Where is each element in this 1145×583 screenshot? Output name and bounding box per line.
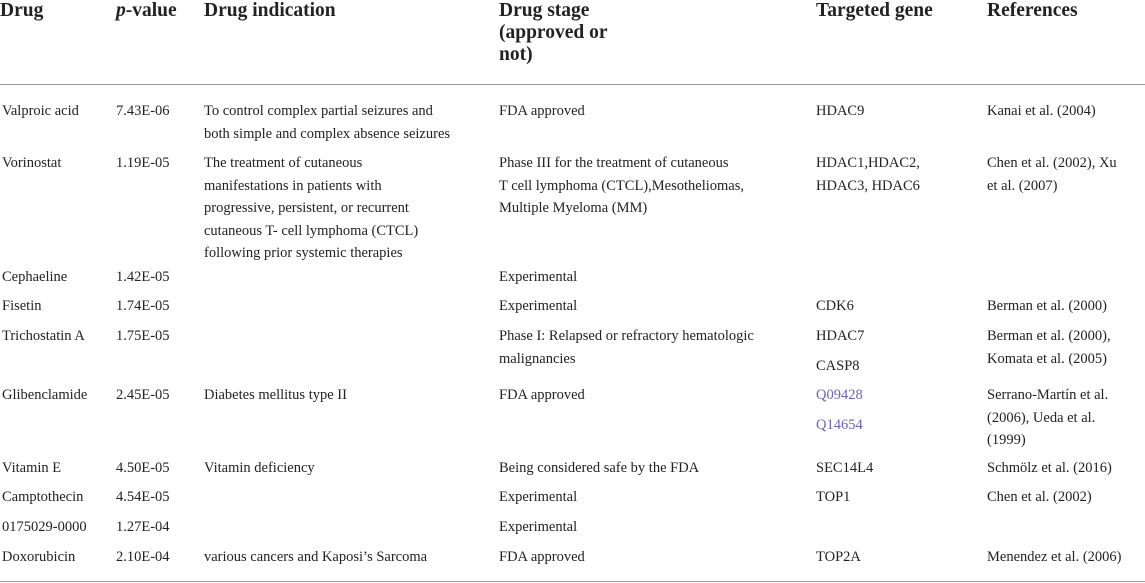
targeted-gene-cell: CDK6	[816, 298, 854, 314]
targeted-gene-cell: CASP8	[816, 358, 860, 374]
targeted-gene-cell: HDAC9	[816, 103, 865, 119]
targeted-gene-cell: SEC14L4	[816, 460, 874, 476]
stage-cell: Experimental	[499, 269, 578, 285]
gene-link[interactable]: Q14654	[816, 417, 863, 433]
reference-cell: Chen et al. (2002)	[987, 489, 1092, 505]
stage-cell: Being considered safe by the FDA	[499, 460, 700, 476]
stage-cell: FDA approved	[499, 387, 585, 403]
reference-cell: (1999)	[987, 432, 1026, 448]
table-bottom-rule	[0, 581, 1145, 582]
stage-cell: FDA approved	[499, 549, 585, 565]
stage-cell: T cell lymphoma (CTCL),Mesotheliomas,	[499, 177, 744, 194]
p-value-cell: 2.10E-04	[116, 549, 170, 565]
targeted-gene-cell: HDAC3, HDAC6	[816, 177, 920, 194]
stage-cell: Phase III for the treatment of cutaneous	[499, 155, 729, 171]
p-value-cell: 1.27E-04	[116, 519, 170, 535]
indication-cell: progressive, persistent, or recurrent	[204, 200, 409, 216]
header-drug-stage-line: (approved or	[499, 22, 608, 43]
reference-cell: Kanai et al. (2004)	[987, 103, 1096, 119]
p-value-cell: 1.19E-05	[116, 155, 170, 171]
reference-cell: Menendez et al. (2006)	[987, 549, 1122, 565]
indication-cell: both simple and complex absence seizures	[204, 125, 451, 142]
reference-cell: Schmölz et al. (2016)	[987, 460, 1112, 476]
p-value-cell: 4.50E-05	[116, 460, 170, 476]
indication-cell: To control complex partial seizures and	[204, 103, 433, 119]
drug-name-cell: Valproic acid	[2, 103, 79, 119]
p-value-cell: 4.54E-05	[116, 489, 170, 505]
drug-name-cell: Vorinostat	[2, 155, 62, 171]
header-p-rest: -value	[125, 0, 177, 21]
stage-cell: Experimental	[499, 298, 578, 314]
stage-cell: Multiple Myeloma (MM)	[499, 200, 648, 216]
reference-cell: (2006), Ueda et al.	[987, 409, 1096, 426]
header-targeted-gene: Targeted gene	[816, 0, 933, 21]
targeted-gene-cell: HDAC1,HDAC2,	[816, 155, 920, 171]
p-value-cell: 2.45E-05	[116, 387, 170, 403]
header-drug-stage-line: Drug stage	[499, 0, 590, 21]
reference-cell: Komata et al. (2005)	[987, 350, 1107, 367]
stage-cell: Experimental	[499, 489, 578, 505]
reference-cell: Serrano-Martín et al.	[987, 387, 1109, 403]
drug-name-cell: Doxorubicin	[2, 549, 76, 565]
drug-name-cell: Cephaeline	[2, 269, 68, 285]
p-value-cell: 7.43E-06	[116, 103, 170, 119]
targeted-gene-cell: HDAC7	[816, 328, 865, 344]
indication-cell: The treatment of cutaneous	[204, 155, 363, 171]
stage-cell: malignancies	[499, 350, 576, 367]
stage-cell: Phase I: Relapsed or refractory hematologic	[499, 328, 754, 344]
drug-name-cell: Vitamin E	[2, 460, 62, 476]
reference-cell: Berman et al. (2000)	[987, 298, 1107, 314]
header-p-value	[116, 0, 177, 22]
header-divider	[0, 84, 1145, 85]
drug-name-cell: Glibenclamide	[2, 387, 88, 403]
targeted-gene-cell: TOP1	[816, 489, 851, 505]
indication-cell: Diabetes mellitus type II	[204, 387, 347, 403]
p-value-cell: 1.42E-05	[116, 269, 170, 285]
p-value-cell: 1.75E-05	[116, 328, 170, 344]
drug-name-cell: 0175029-0000	[2, 519, 87, 535]
drug-name-cell: Camptothecin	[2, 489, 84, 505]
drug-name-cell: Fisetin	[2, 298, 42, 314]
header-p-italic: p	[116, 0, 126, 21]
stage-cell: Experimental	[499, 519, 578, 535]
stage-cell: FDA approved	[499, 103, 585, 119]
indication-cell: various cancers and Kaposi’s Sarcoma	[204, 549, 428, 565]
indication-cell: Vitamin deficiency	[204, 460, 315, 476]
gene-link[interactable]: Q09428	[816, 387, 863, 403]
header-references: References	[987, 0, 1078, 21]
header-drug: Drug	[0, 0, 44, 21]
p-value-cell: 1.74E-05	[116, 298, 170, 314]
reference-cell: Chen et al. (2002), Xu	[987, 155, 1117, 171]
header-drug-indication: Drug indication	[204, 0, 336, 21]
indication-cell: cutaneous T- cell lymphoma (CTCL)	[204, 222, 419, 239]
indication-cell: manifestations in patients with	[204, 177, 382, 194]
reference-cell: Berman et al. (2000),	[987, 328, 1111, 344]
drug-name-cell: Trichostatin A	[2, 328, 85, 344]
indication-cell: following prior systemic therapies	[204, 245, 403, 261]
header-drug-stage	[499, 0, 608, 66]
header-drug-stage-line: not)	[499, 44, 533, 65]
reference-cell: et al. (2007)	[987, 177, 1058, 194]
targeted-gene-cell: TOP2A	[816, 549, 861, 565]
